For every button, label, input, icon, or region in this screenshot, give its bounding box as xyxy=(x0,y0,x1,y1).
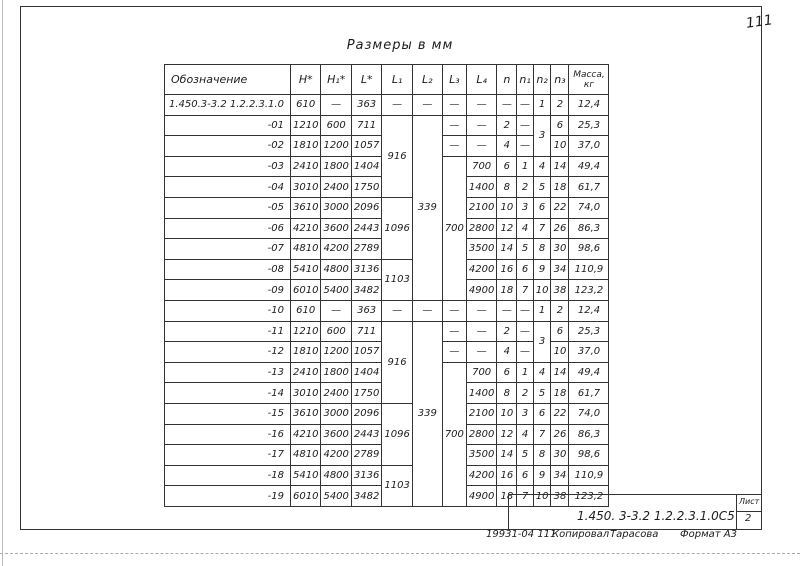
value-cell: 14 xyxy=(497,445,517,466)
copied-label: Копировал xyxy=(552,529,610,540)
value-cell: 3600 xyxy=(321,424,351,445)
table-row xyxy=(165,321,609,342)
value-cell: 1 xyxy=(533,300,551,321)
value-cell: 5400 xyxy=(321,486,351,507)
value-cell: 3500 xyxy=(466,239,496,260)
designation-cell: -13 xyxy=(165,362,291,383)
value-cell: 6010 xyxy=(291,486,321,507)
value-cell: 5 xyxy=(517,445,533,466)
value-cell: — xyxy=(466,321,496,342)
value-cell: 3482 xyxy=(351,486,381,507)
value-cell: 18 xyxy=(551,383,569,404)
value-cell: 22 xyxy=(551,403,569,424)
value-cell: 12,4 xyxy=(569,95,609,116)
col-l2: L₂ xyxy=(412,65,442,95)
col-h1: H₁* xyxy=(321,65,351,95)
value-cell: 98,6 xyxy=(569,445,609,466)
value-cell: 4 xyxy=(497,342,517,363)
value-cell: 8 xyxy=(533,239,551,260)
value-cell: 1210 xyxy=(291,115,321,136)
value-cell: — xyxy=(517,115,533,136)
col-h: H* xyxy=(291,65,321,95)
value-cell: 6 xyxy=(497,362,517,383)
value-cell: 2400 xyxy=(321,383,351,404)
value-cell: 7 xyxy=(533,424,551,445)
value-cell: 4200 xyxy=(321,445,351,466)
value-cell: 4900 xyxy=(466,486,496,507)
value-cell: 10 xyxy=(533,280,551,301)
value-cell: 2443 xyxy=(351,218,381,239)
value-cell: 6 xyxy=(517,465,533,486)
value-cell: 5400 xyxy=(321,280,351,301)
designation-cell: -07 xyxy=(165,239,291,260)
value-cell: 600 xyxy=(321,115,351,136)
value-cell: — xyxy=(442,115,466,136)
value-cell: 700 xyxy=(466,156,496,177)
cut-line xyxy=(0,553,800,554)
value-cell: 123,2 xyxy=(569,280,609,301)
value-cell: 5 xyxy=(517,239,533,260)
header-row xyxy=(165,65,609,95)
value-cell: 9 xyxy=(533,259,551,280)
designation-cell: -10 xyxy=(165,300,291,321)
value-cell: 700 xyxy=(442,156,466,300)
dimensions-table xyxy=(164,64,609,507)
value-cell: — xyxy=(497,95,517,116)
value-cell: 1200 xyxy=(321,136,351,157)
designation-cell: -01 xyxy=(165,115,291,136)
value-cell: 3500 xyxy=(466,445,496,466)
designation-cell: -11 xyxy=(165,321,291,342)
value-cell: 600 xyxy=(321,321,351,342)
value-cell: 4 xyxy=(497,136,517,157)
value-cell: 4210 xyxy=(291,424,321,445)
sheet-label: Лист xyxy=(739,497,760,506)
value-cell: 38 xyxy=(551,486,569,507)
value-cell: — xyxy=(466,300,496,321)
value-cell: — xyxy=(412,300,442,321)
value-cell: — xyxy=(442,136,466,157)
value-cell: 98,6 xyxy=(569,239,609,260)
value-cell: 916 xyxy=(382,321,412,403)
document-code: 1.450. 3-3.2 1.2.2.3.1.0С5 xyxy=(577,509,735,523)
value-cell: 2443 xyxy=(351,424,381,445)
scan-edge-line xyxy=(2,0,3,566)
table-row xyxy=(165,115,609,136)
value-cell: 2096 xyxy=(351,197,381,218)
value-cell: 14 xyxy=(551,156,569,177)
format-label: Формат А3 xyxy=(680,529,737,540)
value-cell: — xyxy=(382,300,412,321)
sheet-divider xyxy=(737,511,761,512)
value-cell: 6 xyxy=(551,321,569,342)
value-cell: 1400 xyxy=(466,177,496,198)
value-cell: 4810 xyxy=(291,239,321,260)
designation-cell: -02 xyxy=(165,136,291,157)
value-cell: 916 xyxy=(382,115,412,197)
value-cell: 74,0 xyxy=(569,197,609,218)
value-cell: 3610 xyxy=(291,403,321,424)
value-cell: 110,9 xyxy=(569,465,609,486)
value-cell: 22 xyxy=(551,197,569,218)
value-cell: 2 xyxy=(551,300,569,321)
value-cell: 2100 xyxy=(466,403,496,424)
value-cell: 3136 xyxy=(351,259,381,280)
value-cell: 37,0 xyxy=(569,342,609,363)
value-cell: 2 xyxy=(551,95,569,116)
value-cell: 4 xyxy=(517,424,533,445)
value-cell: 61,7 xyxy=(569,177,609,198)
value-cell: 4 xyxy=(517,218,533,239)
value-cell: 6 xyxy=(533,197,551,218)
value-cell: 4800 xyxy=(321,259,351,280)
value-cell: 1800 xyxy=(321,362,351,383)
value-cell: 123,2 xyxy=(569,486,609,507)
value-cell: — xyxy=(497,300,517,321)
value-cell: 1210 xyxy=(291,321,321,342)
value-cell: 25,3 xyxy=(569,321,609,342)
value-cell: 1404 xyxy=(351,156,381,177)
value-cell: — xyxy=(466,95,496,116)
value-cell: — xyxy=(517,136,533,157)
table-row xyxy=(165,95,609,116)
value-cell: 10 xyxy=(551,342,569,363)
value-cell: 3000 xyxy=(321,197,351,218)
value-cell: 3 xyxy=(517,197,533,218)
value-cell: 61,7 xyxy=(569,383,609,404)
value-cell: 363 xyxy=(351,300,381,321)
designation-cell: -04 xyxy=(165,177,291,198)
value-cell: 700 xyxy=(466,362,496,383)
col-n3: n₃ xyxy=(551,65,569,95)
value-cell: 110,9 xyxy=(569,259,609,280)
value-cell: 6 xyxy=(497,156,517,177)
title-block xyxy=(508,494,762,530)
col-n: n xyxy=(497,65,517,95)
value-cell: 8 xyxy=(533,445,551,466)
value-cell: 6 xyxy=(517,259,533,280)
value-cell: 18 xyxy=(497,486,517,507)
value-cell: — xyxy=(442,300,466,321)
value-cell: 2789 xyxy=(351,445,381,466)
value-cell: — xyxy=(517,95,533,116)
designation-cell: -06 xyxy=(165,218,291,239)
value-cell: 7 xyxy=(517,486,533,507)
value-cell: 2096 xyxy=(351,403,381,424)
value-cell: 339 xyxy=(412,321,442,506)
value-cell: 1096 xyxy=(382,403,412,465)
value-cell: 14 xyxy=(497,239,517,260)
value-cell: 3 xyxy=(533,321,551,362)
value-cell: 16 xyxy=(497,465,517,486)
designation-cell: -16 xyxy=(165,424,291,445)
value-cell: 1 xyxy=(533,95,551,116)
value-cell: 10 xyxy=(497,197,517,218)
value-cell: 1096 xyxy=(382,197,412,259)
table-row xyxy=(165,197,609,218)
value-cell: 86,3 xyxy=(569,424,609,445)
value-cell: 18 xyxy=(497,280,517,301)
value-cell: — xyxy=(466,342,496,363)
value-cell: 14 xyxy=(551,362,569,383)
value-cell: 2800 xyxy=(466,424,496,445)
value-cell: 1810 xyxy=(291,136,321,157)
value-cell: 1103 xyxy=(382,465,412,506)
value-cell: 711 xyxy=(351,321,381,342)
value-cell: — xyxy=(466,115,496,136)
value-cell: 2 xyxy=(497,115,517,136)
table-title: Размеры в мм xyxy=(346,38,454,53)
copier-name: Тарасова xyxy=(610,529,659,540)
value-cell: 10 xyxy=(497,403,517,424)
value-cell: 2 xyxy=(497,321,517,342)
value-cell: 2 xyxy=(517,177,533,198)
value-cell: — xyxy=(321,95,351,116)
value-cell: 10 xyxy=(533,486,551,507)
designation-cell: -09 xyxy=(165,280,291,301)
value-cell: 3 xyxy=(533,115,551,156)
value-cell: 1200 xyxy=(321,342,351,363)
value-cell: 4200 xyxy=(466,259,496,280)
value-cell: 5 xyxy=(533,383,551,404)
value-cell: 74,0 xyxy=(569,403,609,424)
value-cell: — xyxy=(442,95,466,116)
value-cell: 5410 xyxy=(291,465,321,486)
value-cell: 6 xyxy=(551,115,569,136)
value-cell: 2100 xyxy=(466,197,496,218)
value-cell: 2400 xyxy=(321,177,351,198)
value-cell: 3 xyxy=(517,403,533,424)
value-cell: 12 xyxy=(497,218,517,239)
value-cell: 339 xyxy=(412,115,442,300)
value-cell: 4 xyxy=(533,156,551,177)
value-cell: 2410 xyxy=(291,362,321,383)
value-cell: 4900 xyxy=(466,280,496,301)
value-cell: 30 xyxy=(551,239,569,260)
value-cell: 363 xyxy=(351,95,381,116)
value-cell: 26 xyxy=(551,218,569,239)
designation-cell: -05 xyxy=(165,197,291,218)
value-cell: 711 xyxy=(351,115,381,136)
value-cell: 3610 xyxy=(291,197,321,218)
value-cell: 7 xyxy=(533,218,551,239)
designation-cell: -17 xyxy=(165,445,291,466)
value-cell: 4 xyxy=(533,362,551,383)
col-n1: n₁ xyxy=(517,65,533,95)
sheet-number: 2 xyxy=(745,513,752,524)
value-cell: 1750 xyxy=(351,383,381,404)
value-cell: 3010 xyxy=(291,177,321,198)
value-cell: 1103 xyxy=(382,259,412,300)
value-cell: 1 xyxy=(517,156,533,177)
value-cell: 2 xyxy=(517,383,533,404)
designation-cell: -12 xyxy=(165,342,291,363)
value-cell: 1404 xyxy=(351,362,381,383)
value-cell: 8 xyxy=(497,177,517,198)
value-cell: 3136 xyxy=(351,465,381,486)
value-cell: — xyxy=(412,95,442,116)
table-row xyxy=(165,403,609,424)
col-l: L* xyxy=(351,65,381,95)
value-cell: 9 xyxy=(533,465,551,486)
archive-number: 19931-04 111 xyxy=(486,529,557,540)
value-cell: 1810 xyxy=(291,342,321,363)
designation-cell: -19 xyxy=(165,486,291,507)
value-cell: 3010 xyxy=(291,383,321,404)
value-cell: 4200 xyxy=(466,465,496,486)
value-cell: 700 xyxy=(442,362,466,506)
value-cell: 6010 xyxy=(291,280,321,301)
value-cell: 610 xyxy=(291,95,321,116)
value-cell: 38 xyxy=(551,280,569,301)
designation-cell: -18 xyxy=(165,465,291,486)
value-cell: 610 xyxy=(291,300,321,321)
value-cell: 1 xyxy=(517,362,533,383)
table-row xyxy=(165,300,609,321)
value-cell: 3600 xyxy=(321,218,351,239)
value-cell: — xyxy=(382,95,412,116)
table-row xyxy=(165,465,609,486)
value-cell: 1057 xyxy=(351,136,381,157)
designation-cell: -14 xyxy=(165,383,291,404)
table-row xyxy=(165,259,609,280)
value-cell: 49,4 xyxy=(569,362,609,383)
value-cell: 7 xyxy=(517,280,533,301)
value-cell: — xyxy=(517,342,533,363)
designation-cell: -08 xyxy=(165,259,291,280)
value-cell: 34 xyxy=(551,465,569,486)
value-cell: 1400 xyxy=(466,383,496,404)
value-cell: 5410 xyxy=(291,259,321,280)
value-cell: — xyxy=(517,300,533,321)
value-cell: 4210 xyxy=(291,218,321,239)
value-cell: 1800 xyxy=(321,156,351,177)
designation-cell: 1.450.3-3.2 1.2.2.3.1.0 xyxy=(165,95,291,116)
value-cell: 1750 xyxy=(351,177,381,198)
value-cell: 8 xyxy=(497,383,517,404)
value-cell: 34 xyxy=(551,259,569,280)
value-cell: 12 xyxy=(497,424,517,445)
designation-cell: -03 xyxy=(165,156,291,177)
value-cell: 2800 xyxy=(466,218,496,239)
col-designation: Обозначение xyxy=(165,65,291,95)
value-cell: — xyxy=(517,321,533,342)
value-cell: 5 xyxy=(533,177,551,198)
col-l4: L₄ xyxy=(466,65,496,95)
value-cell: 4810 xyxy=(291,445,321,466)
value-cell: 25,3 xyxy=(569,115,609,136)
value-cell: 18 xyxy=(551,177,569,198)
value-cell: 37,0 xyxy=(569,136,609,157)
value-cell: — xyxy=(321,300,351,321)
value-cell: 30 xyxy=(551,445,569,466)
value-cell: 6 xyxy=(533,403,551,424)
value-cell: 16 xyxy=(497,259,517,280)
value-cell: 4800 xyxy=(321,465,351,486)
designation-cell: -15 xyxy=(165,403,291,424)
col-l1: L₁ xyxy=(382,65,412,95)
value-cell: 26 xyxy=(551,424,569,445)
table-body xyxy=(165,95,609,507)
value-cell: 12,4 xyxy=(569,300,609,321)
col-mass: Масса, кг xyxy=(569,65,609,95)
col-l3: L₃ xyxy=(442,65,466,95)
value-cell: 2789 xyxy=(351,239,381,260)
value-cell: — xyxy=(442,321,466,342)
value-cell: — xyxy=(442,342,466,363)
col-n2: n₂ xyxy=(533,65,551,95)
value-cell: 49,4 xyxy=(569,156,609,177)
value-cell: 3482 xyxy=(351,280,381,301)
sheet-box xyxy=(736,495,761,529)
value-cell: 10 xyxy=(551,136,569,157)
value-cell: 4200 xyxy=(321,239,351,260)
value-cell: 3000 xyxy=(321,403,351,424)
value-cell: 2410 xyxy=(291,156,321,177)
page-number: 111 xyxy=(745,12,774,32)
value-cell: 1057 xyxy=(351,342,381,363)
value-cell: — xyxy=(466,136,496,157)
value-cell: 86,3 xyxy=(569,218,609,239)
